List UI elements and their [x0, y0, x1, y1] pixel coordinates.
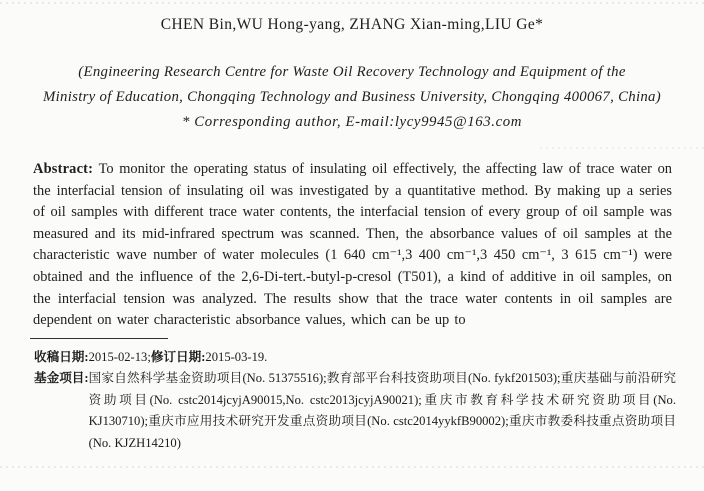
fund-projects-footnote: [34, 368, 676, 454]
affiliation-line-2: Ministry of Education, Chongqing Technology and Business University, Chongqing 400067, China): [43, 89, 661, 105]
received-date-label: 收稿日期:: [34, 349, 89, 364]
abstract-text: To monitor the operating status of insulating oil effectively, the affecting law of trace water on the interfacial tension of insulating oil was investigated by a quantitative method. By making up a series of oil samples with different trace water contents, the interfacial tension of every group of oil sample was measured and its mid-infrared spectrum was scanned. Then, the absorbance values of oil samples at the characteristic wave number of water molecules (1 640 cm⁻¹,3 400 cm⁻¹,3 450 cm⁻¹, 3 615 cm⁻¹) were obtained and the influence of the 2,6-Di-tert.-butyl-p-cresol (T501), a kind of additive in oil samples, on the interfacial tension was analyzed. The results show that the trace water contents in oil samples are dependent on water characteristic absorbance values, which can be up to: [33, 161, 672, 329]
fund-projects-label: 基金项目:: [34, 371, 89, 386]
revised-date-value: 2015-03-19.: [205, 349, 268, 364]
corresponding-author-line: * Corresponding author, E-mail:lycy9945@163.com: [181, 114, 523, 130]
footnote-block: [34, 347, 676, 455]
affiliation-line-1: (Engineering Research Centre for Waste Oil Recovery Technology and Equipment of the: [78, 64, 626, 80]
authors-line: CHEN Bin,WU Hong-yang, ZHANG Xian-ming,LIU Ge*: [160, 16, 544, 33]
received-date-value: 2015-02-13;: [88, 349, 151, 364]
abstract-label: Abstract:: [33, 161, 94, 177]
abstract-paragraph: [33, 159, 672, 332]
revised-date-label: 修订日期:: [150, 349, 206, 364]
footnote-separator: [30, 338, 168, 339]
affiliation-block: [0, 60, 704, 135]
dates-footnote: [34, 347, 676, 369]
scan-artifact-mid: [540, 147, 704, 149]
fund-projects-text: 国家自然科学基金资助项目(No. 51375516);教育部平台科技资助项目(No. fykf201503);重庆基础与前沿研究资助项目(No. cstc2014jcyjA90015,No. cstc2013jcyjA90021);重庆市教育科学技术研究资助项目(No. KJ130710);重庆市应用技术研究开发重点资助项目(No. cstc2014yykfB90002);重庆市教委科技重点资助项目(No. KJZH14210): [88, 371, 676, 450]
scan-artifact-bottom: [0, 466, 704, 468]
